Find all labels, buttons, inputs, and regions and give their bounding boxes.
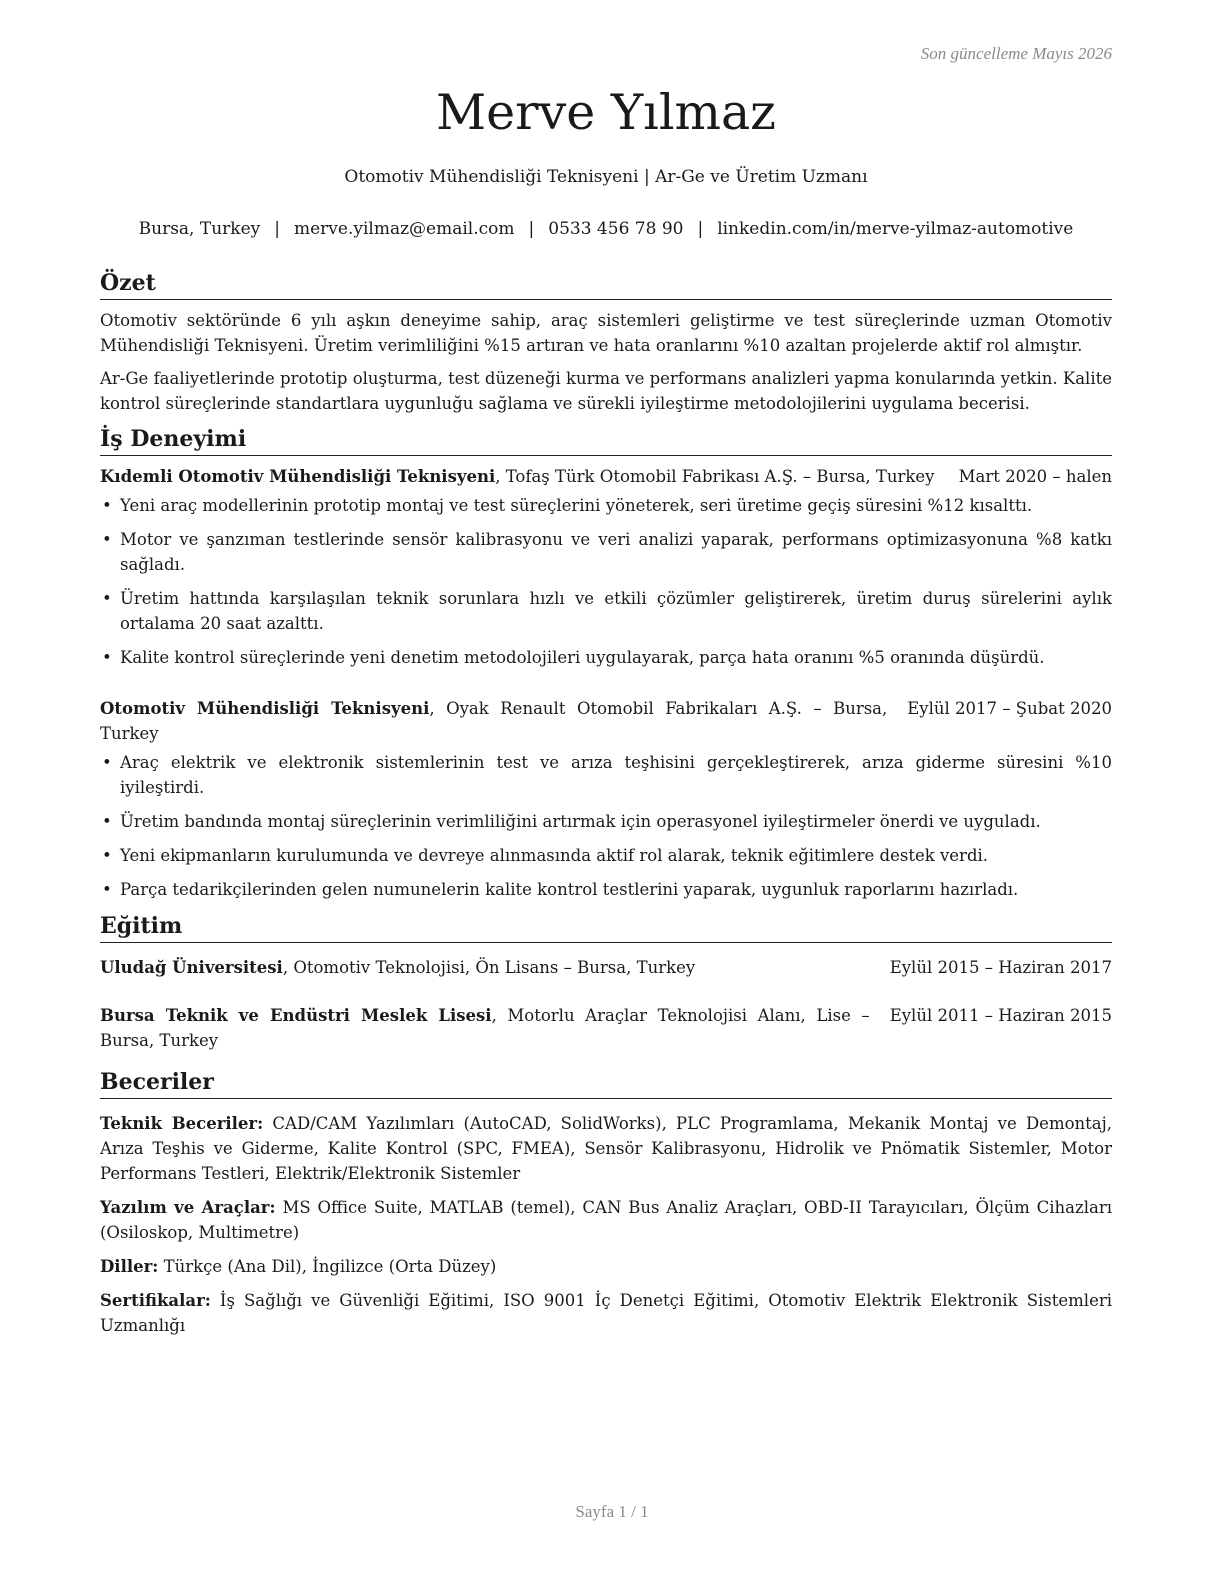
education-entry — [100, 955, 1112, 980]
list-item — [100, 493, 1112, 518]
education-dates: Eylül 2011 – Haziran 2015 — [889, 1006, 1112, 1025]
education-detail: , Motorlu Araçlar Teknolojisi Alanı, Lise – Bursa, Turkey — [100, 1006, 870, 1050]
section-title-skills: Beceriler — [100, 1067, 1112, 1099]
bullet-icon: • — [102, 648, 112, 667]
job-company: , Oyak Renault Otomobil Fabrikaları A.Ş. – Bursa, Turkey — [100, 699, 888, 743]
list-item — [100, 843, 1112, 868]
skill-label: Teknik Beceriler: — [100, 1114, 264, 1133]
education-line — [100, 1003, 890, 1053]
bullet-icon: • — [102, 496, 112, 515]
bullet-text: Kalite kontrol süreçlerinde yeni denetim metodolojileri uygulayarak, parça hata oranını %5 oranında düşürdü. — [120, 648, 1045, 667]
job-role: Otomotiv Mühendisliği Teknisyeni — [100, 699, 430, 718]
job-entry — [100, 464, 1112, 670]
skill-line — [100, 1254, 1112, 1279]
skill-line — [100, 1288, 1112, 1338]
education-entry — [100, 1003, 1112, 1053]
skill-text: Türkçe (Ana Dil), İngilizce (Orta Düzey) — [158, 1257, 497, 1276]
bullet-icon: • — [102, 812, 112, 831]
bullet-text: Üretim hattında karşılaşılan teknik sorunlara hızlı ve etkili çözümler geliştirerek, üretim duruş sürelerini aylık ortalama 20 saat azalttı. — [120, 589, 1112, 633]
list-item — [100, 809, 1112, 834]
list-item — [100, 877, 1112, 902]
contact-email[interactable]: merve.yilmaz@email.com — [293, 219, 515, 239]
last-updated: Son güncelleme Mayıs 2026 — [920, 44, 1112, 63]
summary-paragraph: Otomotiv sektöründe 6 yılı aşkın deneyime sahip, araç sistemleri geliştirme ve test süreçlerinde uzman Otomotiv Mühendisliği Teknisyeni. Üretim verimliliğini %15 artıran ve hata oranlarını %10 azaltan projelerde aktif rol almıştır. — [100, 311, 1112, 355]
job-company: , Tofaş Türk Otomobil Fabrikası A.Ş. – Bursa, Turkey — [495, 467, 935, 486]
list-item — [100, 527, 1112, 577]
section-title-summary: Özet — [100, 268, 1112, 300]
skill-text: CAD/CAM Yazılımları (AutoCAD, SolidWorks), PLC Programlama, Mekanik Montaj ve Demontaj, Arıza Teşhis ve Giderme, Kalite Kontrol (SPC, FMEA), Sensör Kalibrasyonu, Hidrolik ve Pnömatik Sistemler, Motor Performans Testleri, Elektrik/Elektronik Sistemler — [100, 1114, 1112, 1183]
contact-separator: | — [528, 219, 535, 239]
contact-location: Bursa, Turkey — [138, 219, 261, 239]
section-title-experience: İş Deneyimi — [100, 424, 1112, 456]
bullet-icon: • — [102, 589, 112, 608]
job-role: Kıdemli Otomotiv Mühendisliği Teknisyeni — [100, 467, 496, 486]
experience-section — [100, 424, 1112, 902]
candidate-name: Merve Yılmaz — [435, 84, 777, 141]
job-header — [100, 464, 1112, 489]
job-dates: Eylül 2017 – Şubat 2020 — [907, 699, 1112, 718]
education-section — [100, 911, 1112, 1053]
education-line — [100, 955, 890, 980]
skill-line — [100, 1111, 1112, 1186]
contact-separator: | — [697, 219, 704, 239]
contact-phone: 0533 456 78 90 — [548, 219, 684, 239]
contact-linkedin[interactable]: linkedin.com/in/merve-yilmaz-automotive — [717, 219, 1074, 239]
contact-line — [100, 219, 1112, 239]
bullet-text: Parça tedarikçilerinden gelen numunelerin kalite kontrol testlerini yaparak, uygunluk raporlarını hazırladı. — [120, 880, 1019, 899]
job-dates: Mart 2020 – halen — [958, 467, 1112, 486]
page-number: Sayfa 1 / 1 — [575, 1502, 649, 1521]
skill-line — [100, 1195, 1112, 1245]
job-title-line — [100, 696, 907, 746]
bullet-icon: • — [102, 753, 112, 772]
job-bullets — [100, 750, 1112, 902]
job-title-line — [100, 464, 959, 489]
bullet-text: Yeni araç modellerinin prototip montaj ve test süreçlerini yöneterek, seri üretime geçiş süresini %12 kısalttı. — [120, 496, 1033, 515]
education-school: Bursa Teknik ve Endüstri Meslek Lisesi — [100, 1006, 492, 1025]
contact-separator: | — [274, 219, 280, 239]
bullet-icon: • — [102, 846, 112, 865]
skill-text: MS Office Suite, MATLAB (temel), CAN Bus Analiz Araçları, OBD-II Tarayıcıları, Ölçüm Cihazları (Osiloskop, Multimetre) — [100, 1198, 1112, 1242]
list-item — [100, 645, 1112, 670]
section-title-education: Eğitim — [100, 911, 1112, 943]
education-school: Uludağ Üniversitesi — [100, 958, 283, 977]
job-bullets — [100, 493, 1112, 670]
bullet-text: Yeni ekipmanların kurulumunda ve devreye alınmasında aktif rol alarak, teknik eğitimlere destek verdi. — [120, 846, 989, 865]
education-dates: Eylül 2015 – Haziran 2017 — [889, 958, 1112, 977]
candidate-tagline: Otomotiv Mühendisliği Teknisyeni | Ar-Ge ve Üretim Uzmanı — [344, 167, 868, 187]
bullet-text: Araç elektrik ve elektronik sistemlerinin test ve arıza teşhisini gerçekleştirerek, arıza giderme süresini %10 iyileştirdi. — [120, 753, 1112, 797]
job-entry — [100, 696, 1112, 902]
bullet-text: Motor ve şanzıman testlerinde sensör kalibrasyonu ve veri analizi yaparak, performans optimizasyonuna %8 katkı sağladı. — [120, 530, 1112, 574]
skill-label: Yazılım ve Araçlar: — [100, 1198, 276, 1217]
skill-label: Diller: — [100, 1257, 159, 1276]
skill-label: Sertifikalar: — [100, 1291, 211, 1310]
summary-section — [100, 268, 1112, 416]
job-header — [100, 696, 1112, 746]
bullet-icon: • — [102, 880, 112, 899]
summary-paragraph: Ar-Ge faaliyetlerinde prototip oluşturma, test düzeneği kurma ve performans analizleri yapma konularında yetkin. Kalite kontrol süreçlerinde standartlara uygunluğu sağlama ve sürekli iyileştirme metodolojilerini uygulama becerisi. — [100, 369, 1112, 413]
bullet-icon: • — [102, 530, 112, 549]
bullet-text: Üretim bandında montaj süreçlerinin verimliliğini artırmak için operasyonel iyileştirmeler önerdi ve uyguladı. — [120, 812, 1041, 831]
skill-text: İş Sağlığı ve Güvenliği Eğitimi, ISO 9001 İç Denetçi Eğitimi, Otomotiv Elektrik Elektronik Sistemleri Uzmanlığı — [100, 1291, 1112, 1335]
education-detail: , Otomotiv Teknolojisi, Ön Lisans – Bursa, Turkey — [282, 958, 696, 977]
list-item — [100, 586, 1112, 636]
resume-content — [100, 268, 1112, 1346]
skills-section — [100, 1067, 1112, 1338]
list-item — [100, 750, 1112, 800]
